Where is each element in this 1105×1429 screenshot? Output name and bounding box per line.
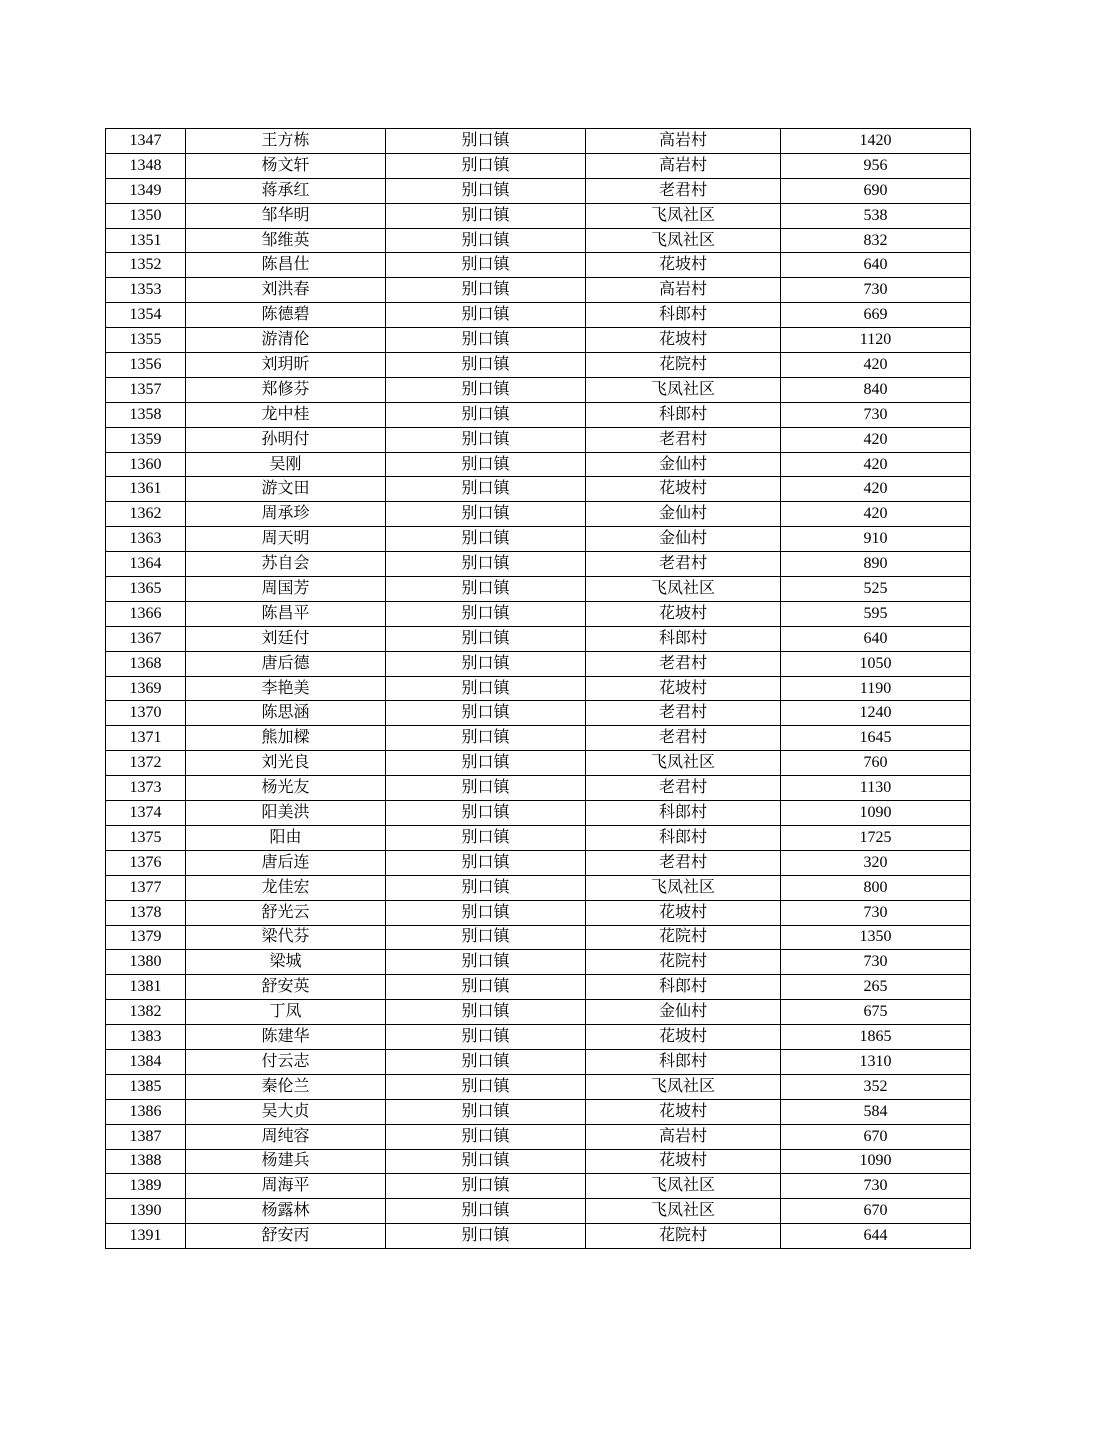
cell-village: 老君村 [586,427,781,452]
cell-row-number: 1355 [106,328,186,353]
cell-town: 别口镇 [386,253,586,278]
cell-person-name: 杨建兵 [186,1149,386,1174]
cell-person-name: 陈德碧 [186,303,386,328]
table-row [106,477,971,502]
cell-amount: 1050 [781,651,971,676]
cell-amount: 1240 [781,701,971,726]
table-row [106,1124,971,1149]
cell-village: 老君村 [586,701,781,726]
cell-town: 别口镇 [386,552,586,577]
table-row [106,1224,971,1249]
cell-row-number: 1376 [106,850,186,875]
cell-amount: 1310 [781,1049,971,1074]
table-row [106,875,971,900]
table-row [106,676,971,701]
table-row [106,452,971,477]
cell-row-number: 1381 [106,975,186,1000]
cell-row-number: 1374 [106,801,186,826]
cell-person-name: 刘玥昕 [186,353,386,378]
cell-town: 别口镇 [386,452,586,477]
cell-town: 别口镇 [386,203,586,228]
cell-row-number: 1380 [106,950,186,975]
cell-village: 花坡村 [586,676,781,701]
cell-person-name: 邹华明 [186,203,386,228]
table-row [106,726,971,751]
cell-village: 花院村 [586,353,781,378]
table-row [106,900,971,925]
cell-town: 别口镇 [386,1049,586,1074]
cell-amount: 640 [781,626,971,651]
cell-row-number: 1372 [106,751,186,776]
table-row [106,552,971,577]
cell-town: 别口镇 [386,278,586,303]
cell-amount: 352 [781,1074,971,1099]
cell-row-number: 1360 [106,452,186,477]
table-row [106,1099,971,1124]
cell-person-name: 苏自会 [186,552,386,577]
cell-village: 花坡村 [586,1099,781,1124]
cell-row-number: 1349 [106,178,186,203]
cell-amount: 595 [781,601,971,626]
cell-town: 别口镇 [386,178,586,203]
cell-village: 老君村 [586,726,781,751]
cell-village: 高岩村 [586,153,781,178]
cell-amount: 320 [781,850,971,875]
cell-person-name: 龙佳宏 [186,875,386,900]
table-row [106,129,971,154]
cell-town: 别口镇 [386,975,586,1000]
table-row [106,1025,971,1050]
cell-amount: 730 [781,278,971,303]
cell-row-number: 1359 [106,427,186,452]
cell-town: 别口镇 [386,825,586,850]
cell-village: 科郎村 [586,626,781,651]
cell-row-number: 1350 [106,203,186,228]
cell-town: 别口镇 [386,1124,586,1149]
cell-row-number: 1378 [106,900,186,925]
cell-village: 飞凤社区 [586,1199,781,1224]
cell-town: 别口镇 [386,427,586,452]
cell-person-name: 刘廷付 [186,626,386,651]
cell-amount: 760 [781,751,971,776]
cell-village: 老君村 [586,850,781,875]
table-row [106,975,971,1000]
table-row [106,527,971,552]
cell-village: 飞凤社区 [586,228,781,253]
cell-row-number: 1384 [106,1049,186,1074]
table-row [106,1199,971,1224]
table-row [106,801,971,826]
cell-village: 科郎村 [586,825,781,850]
cell-village: 花坡村 [586,900,781,925]
table-row [106,925,971,950]
cell-row-number: 1391 [106,1224,186,1249]
table-row [106,601,971,626]
cell-person-name: 阳美洪 [186,801,386,826]
cell-town: 别口镇 [386,577,586,602]
cell-row-number: 1367 [106,626,186,651]
table-row [106,153,971,178]
cell-town: 别口镇 [386,776,586,801]
cell-village: 飞凤社区 [586,875,781,900]
cell-town: 别口镇 [386,676,586,701]
cell-person-name: 熊加樑 [186,726,386,751]
cell-row-number: 1377 [106,875,186,900]
cell-amount: 1645 [781,726,971,751]
cell-person-name: 阳由 [186,825,386,850]
table-row [106,751,971,776]
cell-person-name: 周海平 [186,1174,386,1199]
cell-person-name: 刘洪春 [186,278,386,303]
cell-amount: 832 [781,228,971,253]
cell-village: 花坡村 [586,477,781,502]
cell-amount: 670 [781,1199,971,1224]
cell-amount: 890 [781,552,971,577]
cell-village: 老君村 [586,651,781,676]
table-row [106,328,971,353]
cell-amount: 644 [781,1224,971,1249]
cell-village: 老君村 [586,776,781,801]
table-row [106,303,971,328]
cell-village: 高岩村 [586,129,781,154]
cell-person-name: 蒋承红 [186,178,386,203]
cell-village: 花院村 [586,950,781,975]
cell-row-number: 1369 [106,676,186,701]
cell-town: 别口镇 [386,1224,586,1249]
table-row [106,253,971,278]
cell-person-name: 游清伦 [186,328,386,353]
cell-person-name: 周国芳 [186,577,386,602]
cell-town: 别口镇 [386,153,586,178]
cell-row-number: 1390 [106,1199,186,1224]
cell-amount: 420 [781,353,971,378]
cell-person-name: 舒安英 [186,975,386,1000]
cell-amount: 1865 [781,1025,971,1050]
cell-person-name: 陈昌平 [186,601,386,626]
cell-amount: 525 [781,577,971,602]
cell-village: 花院村 [586,1224,781,1249]
cell-town: 别口镇 [386,801,586,826]
cell-village: 飞凤社区 [586,203,781,228]
table-row [106,651,971,676]
cell-amount: 730 [781,900,971,925]
cell-village: 飞凤社区 [586,577,781,602]
table-row [106,1074,971,1099]
cell-row-number: 1379 [106,925,186,950]
table-row [106,278,971,303]
cell-town: 别口镇 [386,1000,586,1025]
cell-town: 别口镇 [386,502,586,527]
cell-person-name: 舒安丙 [186,1224,386,1249]
cell-village: 飞凤社区 [586,751,781,776]
cell-person-name: 舒光云 [186,900,386,925]
cell-row-number: 1352 [106,253,186,278]
cell-town: 别口镇 [386,402,586,427]
cell-village: 花坡村 [586,328,781,353]
cell-town: 别口镇 [386,527,586,552]
cell-person-name: 梁代芬 [186,925,386,950]
cell-town: 别口镇 [386,129,586,154]
table-body [106,129,971,1249]
cell-village: 老君村 [586,178,781,203]
table-row [106,1049,971,1074]
table-row [106,701,971,726]
cell-person-name: 杨文轩 [186,153,386,178]
cell-person-name: 邹维英 [186,228,386,253]
cell-person-name: 王方栋 [186,129,386,154]
cell-row-number: 1364 [106,552,186,577]
cell-amount: 800 [781,875,971,900]
cell-amount: 420 [781,477,971,502]
cell-amount: 675 [781,1000,971,1025]
cell-town: 别口镇 [386,626,586,651]
cell-row-number: 1357 [106,377,186,402]
cell-row-number: 1348 [106,153,186,178]
cell-town: 别口镇 [386,751,586,776]
cell-town: 别口镇 [386,925,586,950]
cell-amount: 640 [781,253,971,278]
cell-person-name: 杨露林 [186,1199,386,1224]
cell-village: 金仙村 [586,502,781,527]
cell-person-name: 吴大贞 [186,1099,386,1124]
table-row [106,1174,971,1199]
table-row [106,776,971,801]
cell-town: 别口镇 [386,1074,586,1099]
cell-row-number: 1347 [106,129,186,154]
cell-town: 别口镇 [386,1025,586,1050]
cell-town: 别口镇 [386,701,586,726]
cell-row-number: 1373 [106,776,186,801]
cell-person-name: 杨光友 [186,776,386,801]
cell-row-number: 1386 [106,1099,186,1124]
cell-row-number: 1370 [106,701,186,726]
cell-row-number: 1382 [106,1000,186,1025]
table-row [106,1149,971,1174]
cell-town: 别口镇 [386,900,586,925]
cell-amount: 956 [781,153,971,178]
table-row [106,228,971,253]
cell-amount: 1120 [781,328,971,353]
cell-village: 科郎村 [586,303,781,328]
cell-person-name: 刘光良 [186,751,386,776]
cell-amount: 1190 [781,676,971,701]
cell-town: 别口镇 [386,651,586,676]
table-row [106,850,971,875]
cell-row-number: 1375 [106,825,186,850]
table-row [106,950,971,975]
cell-town: 别口镇 [386,1149,586,1174]
cell-row-number: 1389 [106,1174,186,1199]
cell-row-number: 1388 [106,1149,186,1174]
cell-person-name: 孙明付 [186,427,386,452]
cell-village: 飞凤社区 [586,1074,781,1099]
table-row [106,178,971,203]
table-row [106,203,971,228]
table-row [106,577,971,602]
cell-person-name: 吴刚 [186,452,386,477]
cell-village: 高岩村 [586,278,781,303]
cell-person-name: 龙中桂 [186,402,386,427]
cell-person-name: 李艳美 [186,676,386,701]
cell-row-number: 1356 [106,353,186,378]
cell-village: 金仙村 [586,1000,781,1025]
cell-row-number: 1383 [106,1025,186,1050]
table-row [106,1000,971,1025]
table-row [106,626,971,651]
cell-row-number: 1363 [106,527,186,552]
cell-amount: 1420 [781,129,971,154]
table-row [106,402,971,427]
cell-town: 别口镇 [386,850,586,875]
cell-row-number: 1387 [106,1124,186,1149]
cell-person-name: 游文田 [186,477,386,502]
cell-amount: 1725 [781,825,971,850]
cell-row-number: 1362 [106,502,186,527]
cell-town: 别口镇 [386,353,586,378]
cell-amount: 910 [781,527,971,552]
cell-town: 别口镇 [386,477,586,502]
cell-amount: 730 [781,950,971,975]
cell-person-name: 周承珍 [186,502,386,527]
cell-row-number: 1361 [106,477,186,502]
table-row [106,427,971,452]
cell-town: 别口镇 [386,601,586,626]
cell-village: 金仙村 [586,527,781,552]
cell-amount: 669 [781,303,971,328]
cell-town: 别口镇 [386,726,586,751]
cell-village: 花坡村 [586,253,781,278]
cell-person-name: 唐后连 [186,850,386,875]
cell-person-name: 丁凤 [186,1000,386,1025]
cell-town: 别口镇 [386,875,586,900]
cell-village: 花坡村 [586,1025,781,1050]
roster-table [105,128,971,1249]
cell-amount: 670 [781,1124,971,1149]
cell-village: 科郎村 [586,1049,781,1074]
cell-village: 科郎村 [586,402,781,427]
cell-village: 花坡村 [586,1149,781,1174]
table-row [106,502,971,527]
cell-town: 别口镇 [386,328,586,353]
table-row [106,825,971,850]
cell-village: 金仙村 [586,452,781,477]
cell-amount: 690 [781,178,971,203]
cell-amount: 420 [781,452,971,477]
cell-village: 高岩村 [586,1124,781,1149]
cell-amount: 584 [781,1099,971,1124]
cell-village: 飞凤社区 [586,1174,781,1199]
cell-town: 别口镇 [386,303,586,328]
cell-row-number: 1351 [106,228,186,253]
cell-person-name: 唐后德 [186,651,386,676]
cell-amount: 420 [781,427,971,452]
cell-row-number: 1365 [106,577,186,602]
cell-person-name: 秦伦兰 [186,1074,386,1099]
cell-person-name: 付云志 [186,1049,386,1074]
cell-amount: 1130 [781,776,971,801]
cell-town: 别口镇 [386,228,586,253]
cell-town: 别口镇 [386,377,586,402]
cell-amount: 1350 [781,925,971,950]
cell-amount: 265 [781,975,971,1000]
cell-row-number: 1368 [106,651,186,676]
cell-amount: 420 [781,502,971,527]
cell-amount: 730 [781,1174,971,1199]
cell-person-name: 周天明 [186,527,386,552]
cell-amount: 538 [781,203,971,228]
cell-row-number: 1366 [106,601,186,626]
cell-town: 别口镇 [386,950,586,975]
cell-town: 别口镇 [386,1174,586,1199]
cell-village: 科郎村 [586,975,781,1000]
cell-amount: 1090 [781,801,971,826]
cell-person-name: 陈建华 [186,1025,386,1050]
cell-row-number: 1385 [106,1074,186,1099]
table-row [106,353,971,378]
cell-person-name: 周纯容 [186,1124,386,1149]
cell-village: 花院村 [586,925,781,950]
cell-person-name: 陈思涵 [186,701,386,726]
cell-amount: 1090 [781,1149,971,1174]
cell-village: 老君村 [586,552,781,577]
cell-person-name: 梁城 [186,950,386,975]
cell-person-name: 郑修芬 [186,377,386,402]
cell-amount: 730 [781,402,971,427]
cell-town: 别口镇 [386,1199,586,1224]
cell-row-number: 1354 [106,303,186,328]
cell-village: 科郎村 [586,801,781,826]
cell-row-number: 1353 [106,278,186,303]
cell-village: 花坡村 [586,601,781,626]
cell-town: 别口镇 [386,1099,586,1124]
cell-row-number: 1371 [106,726,186,751]
cell-row-number: 1358 [106,402,186,427]
table-row [106,377,971,402]
cell-person-name: 陈昌仕 [186,253,386,278]
cell-amount: 840 [781,377,971,402]
cell-village: 飞凤社区 [586,377,781,402]
